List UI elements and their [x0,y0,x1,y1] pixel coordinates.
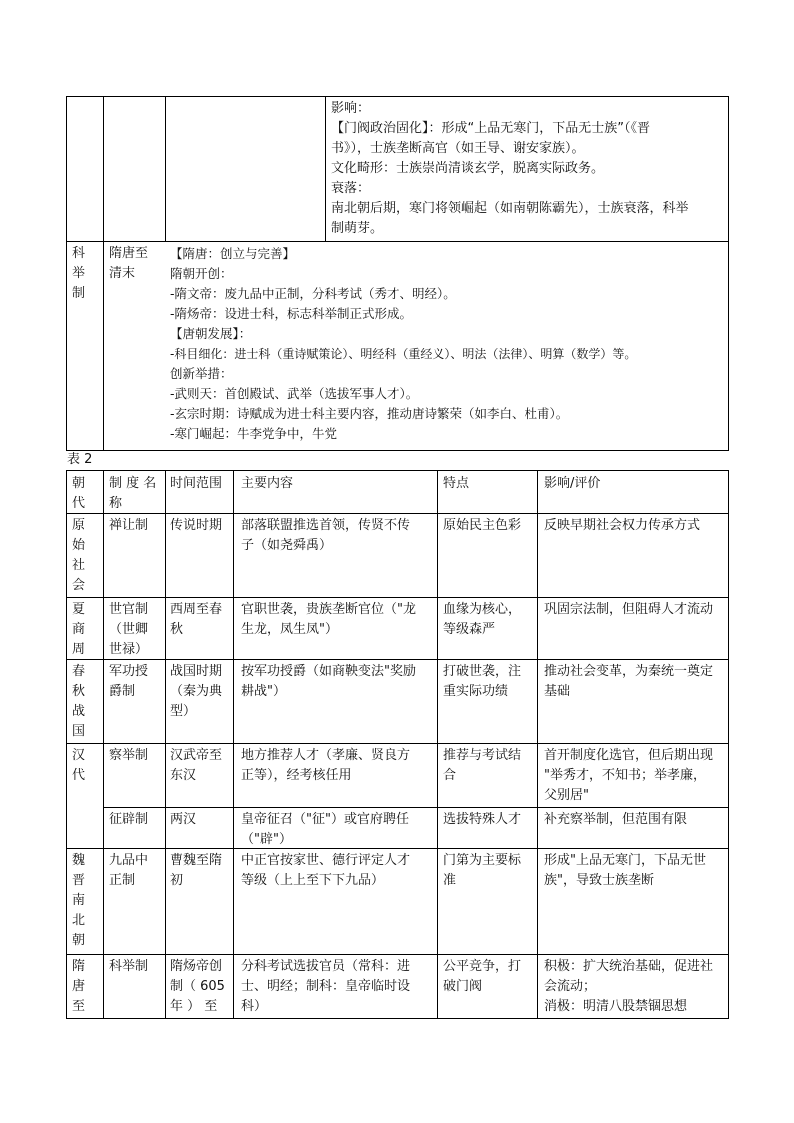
header-period [170,474,232,494]
text-line: -隋炀帝：设进士科，标志科举制正式形成。 [170,306,413,321]
text-line: 制（ 605 [170,979,225,994]
text-line: 部落联盟推选首领，传贤不传 [241,518,411,533]
text-line: 军功授 [109,664,149,679]
text-line: 两汉 [170,812,197,827]
text-line: 【唐朝发展】： [170,326,252,341]
table-caption: 表 2 [67,452,93,467]
row-system [109,851,165,891]
row-dynasty [72,746,100,786]
text-line: 科举制 [109,959,149,974]
table1-row-keju-period [109,244,164,284]
row-impact [544,810,726,830]
text-line: 文化畸形：士族崇尚清谈玄学，脱离实际政务。 [331,161,605,176]
row-dynasty [72,957,100,1017]
row-feature [443,957,535,997]
text-line: 传说时期 [170,518,223,533]
header-line: 特点 [443,476,470,491]
text-line: 推荐与考试结 [443,748,522,763]
text-line: 世官制 [109,602,149,617]
text-line: 原始民主色彩 [443,518,522,533]
text-line: 南北朝后期，寒门将领崛起（如南朝陈霸先），士族衰落，科举 [331,201,689,216]
text-line: 皇帝征召（"征"）或官府聘任 [241,812,409,827]
text-line: 科） [241,999,268,1014]
text-line: -玄宗时期：诗赋成为进士科主要内容，推动唐诗繁荣（如李白、杜甫）。 [170,406,569,421]
text-line: 分科考试选拔官员（常科：进 [241,959,411,974]
dynasty-char: 魏 [72,853,86,868]
text-line: 察举制 [109,748,149,763]
dynasty-char: 北 [72,913,86,928]
text-line: 推动社会变革，为秦统一奠定 [544,664,714,679]
text-line: 基础 [544,684,571,699]
text-line: 等级（上上至下下九品） [241,873,385,888]
row-content [241,851,435,891]
row-period [170,851,232,891]
row-dynasty [72,662,100,742]
row-impact [544,957,726,1017]
text-line: （世卿 [109,622,149,637]
header-line: 影响/评价 [544,476,601,491]
dynasty-char: 唐 [72,979,86,994]
text-line: 型） [170,704,197,719]
row-system [109,600,165,660]
dynasty-char: 社 [72,558,86,573]
row-period [170,600,232,640]
text-line: 打破世袭，注 [443,664,522,679]
row-impact [544,851,726,891]
row-system [109,746,165,766]
text-line: 等级森严 [443,622,496,637]
dynasty-char: 晋 [72,873,86,888]
text-line: 世禄） [109,642,149,657]
row-feature [443,851,535,891]
text-line: 东汉 [170,768,197,783]
text-line: 破门阀 [443,979,483,994]
text-line: 秋 [170,622,184,637]
text-line: （"辟"） [241,832,292,847]
text-line: 曹魏至隋 [170,853,223,868]
row-feature [443,516,535,536]
name-char: 举 [72,266,86,281]
header-line: 主要内容 [241,476,294,491]
text-line: 积极：扩大统治基础，促进社 [544,959,714,974]
table1-row-keju-name [72,244,100,304]
text-line: 会流动； [544,979,597,994]
text-line: 反映早期社会权力传承方式 [544,518,701,533]
row-period [170,662,232,722]
dynasty-char: 秋 [72,684,86,699]
text-line: 子（如尧舜禹） [241,538,333,553]
text-line: 选拔特殊人才 [443,812,522,827]
row-content [241,516,435,556]
text-line: 父别居" [544,788,589,803]
row-system [109,662,165,702]
header-line: 称 [109,496,123,511]
row-feature [443,600,535,640]
dynasty-char: 南 [72,893,86,908]
row-feature [443,662,535,702]
text-line: 战国时期 [170,664,223,679]
dynasty-char: 原 [72,518,86,533]
row-system [109,957,165,977]
text-line: -武则天：首创殿试、武举（选拔军事人才）。 [170,386,419,401]
text-line: 按军功授爵（如商鞅变法"奖励 [241,664,416,679]
row-impact [544,662,726,702]
text-line: 族"，导致士族垄断 [544,873,654,888]
dynasty-char: 夏 [72,602,86,617]
text-line: 耕战"） [241,684,286,699]
dynasty-char: 战 [72,704,86,719]
row-period [170,516,232,536]
text-line: 官职世袭，贵族垄断官位（"龙 [241,602,416,617]
text-line: 衰落： [331,181,371,196]
header-line: 时间范围 [170,476,223,491]
row-impact [544,746,726,806]
table1-row-keju-content [170,244,730,444]
text-line: 门第为主要标 [443,853,522,868]
dynasty-char: 隋 [72,959,86,974]
text-line: 合 [443,768,457,783]
text-line: （秦为典 [170,684,223,699]
row-system [109,516,165,536]
dynasty-char: 商 [72,622,86,637]
text-line: -科目细化：进士科（重诗赋策论）、明经科（重经义）、明法（法律）、明算（数学）等。 [170,347,637,361]
text-line: 【门阀政治固化】：形成“上品无寒门，下品无士族”（《晋 [331,121,650,136]
name-char: 制 [72,286,86,301]
text-line: 正等），经考核任用 [241,768,352,783]
row-content [241,600,435,640]
row-period [170,746,232,786]
text-line: -寒门崛起：牛李党争中，牛党 [170,426,338,441]
row-content [241,957,435,1017]
text-line: 征辟制 [109,812,149,827]
text-line: 年 ） 至 [170,999,218,1014]
text-line: 首开制度化选官，但后期出现 [544,748,714,763]
row-dynasty [72,600,100,660]
row-period [170,957,232,1017]
dynasty-char: 至 [72,999,86,1014]
text-line: "举秀才，不知书；举孝廉， [544,768,706,783]
row-content [241,810,435,850]
dynasty-char: 代 [72,768,86,783]
table1-row-menfa-content [331,99,728,239]
text-line: 形成"上品无寒门，下品无世 [544,853,706,868]
text-line: -隋文帝：废九品中正制，分科考试（秀才、明经）。 [170,286,456,301]
text-line: 隋朝开创： [170,266,233,281]
text-line: 制萌芽。 [331,221,384,236]
text-line: 重实际功绩 [443,684,509,699]
text-line: 巩固宗法制，但阻碍人才流动 [544,602,714,617]
text-line: 地方推荐人才（孝廉、贤良方 [241,748,411,763]
row-impact [544,600,726,620]
header-line: 制 度 名 [109,476,157,491]
row-content [241,746,435,786]
text-line: 生龙，凤生凤"） [241,622,338,637]
text-line: 创新举措： [170,366,233,381]
text-line: 汉武帝至 [170,748,223,763]
row-system [109,810,165,830]
dynasty-char: 朝 [72,933,86,948]
period-line: 隋唐至 [109,246,149,261]
dynasty-char: 春 [72,664,86,679]
dynasty-char: 国 [72,724,86,739]
text-line: 【隋唐：创立与完善】 [170,246,296,261]
dynasty-char: 始 [72,538,86,553]
text-line: 士、明经；制科：皇帝临时设 [241,979,411,994]
row-period [170,810,232,830]
dynasty-char: 会 [72,578,86,593]
text-line: 西周至春 [170,602,223,617]
row-feature [443,810,535,830]
text-line: 九品中 [109,853,149,868]
text-line: 禅让制 [109,518,149,533]
dynasty-char: 汉 [72,748,86,763]
text-line: 补充察举制，但范围有限 [544,812,688,827]
header-char: 朝 [72,476,86,491]
text-line: 准 [443,873,457,888]
text-line: 血缘为核心， [443,602,522,617]
text-line: 中正官按家世、德行评定人才 [241,853,411,868]
text-line: 消极：明清八股禁锢思想 [544,999,688,1014]
text-line: 隋炀帝创 [170,959,223,974]
header-dynasty [72,474,100,514]
text-line: 公平竞争，打 [443,959,522,974]
row-content [241,662,435,702]
header-impact [544,474,726,494]
name-char: 科 [72,246,86,261]
text-line: 初 [170,873,184,888]
period-line: 清末 [109,266,136,281]
row-feature [443,746,535,786]
header-content [241,474,435,494]
text-line: 爵制 [109,684,136,699]
text-line: 正制 [109,873,136,888]
header-system [109,474,165,514]
text-line: 书》），士族垄断高官（如王导、谢安家族）。 [331,141,585,156]
row-dynasty [72,851,100,951]
row-dynasty [72,516,100,596]
header-feature [443,474,535,494]
header-char: 代 [72,496,86,511]
text-line: 影响： [331,101,371,116]
row-impact [544,516,726,536]
dynasty-char: 周 [72,642,86,657]
